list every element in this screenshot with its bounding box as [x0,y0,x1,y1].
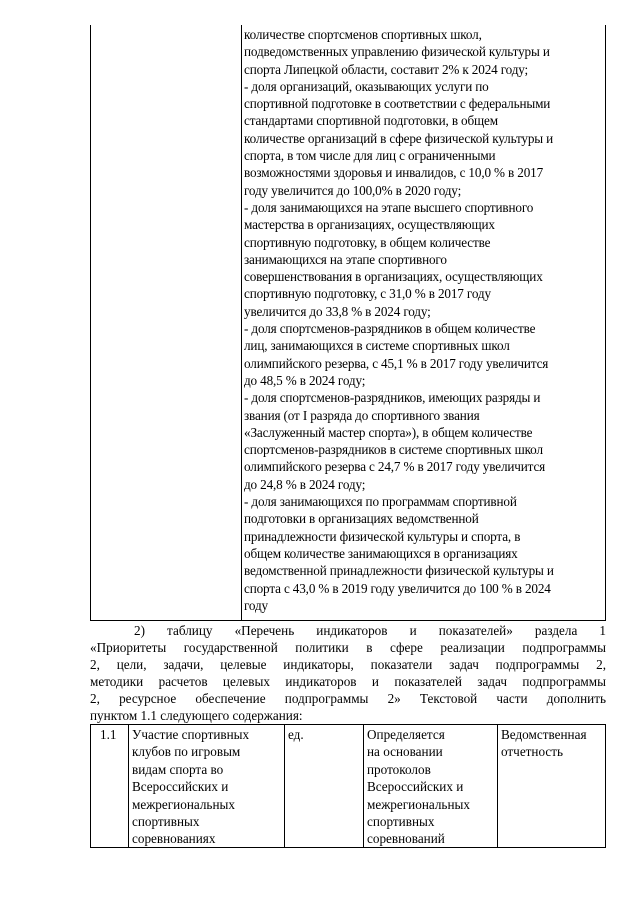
table-left-column [91,25,242,620]
text-line: возможностями здоровья и инвалидов, с 10,0 % в 2017 [244,165,544,181]
text-line: спортивную подготовку, в общем количестве [244,234,491,250]
indicator-name-line: Участие спортивных [132,727,250,742]
indicator-name-line: видам спорта во [132,761,224,777]
paragraph-line: 2, цели, задачи, целевые индикаторы, показатели задач подпрограммы 2, [90,657,606,672]
text-line: количестве организаций в сфере физической культуры и [244,130,554,146]
text-line: олимпийского резерва с 24,7 % в 2017 году увеличится [244,459,546,475]
indicator-name-line: межрегиональных [132,796,235,812]
indicator-name-line: Всероссийских и [132,779,229,795]
cell-unit [284,725,363,847]
method-line: соревнований [367,831,445,847]
cell-source [497,725,607,847]
text-line: занимающихся на этапе спортивного [244,251,447,267]
text-line: звания (от I разряда до спортивного звания [244,407,480,423]
text-line: - доля организаций, оказывающих услуги по [244,78,489,94]
text-line: общем количестве занимающихся в организациях [244,545,518,561]
method-line: межрегиональных [367,796,470,812]
paragraph-line: методики расчетов целевых индикаторов и показателей задач подпрограммы [90,674,606,689]
source-line: отчетность [501,744,564,760]
text-line: спорта с 43,0 % в 2019 году увеличится до 100 % в 2024 [244,580,551,596]
text-line: принадлежности физической культуры и спорта, в [244,528,521,544]
method-line: Всероссийских и [367,779,464,795]
row-number: 1.1 [100,727,117,742]
text-line: спорта, в том числе для лиц с ограниченными [244,148,496,164]
indicator-row-table [90,724,606,848]
text-line: ведомственной принадлежности физической культуры и [244,563,554,579]
paragraph-line: 2) таблицу «Перечень индикаторов и показателей» раздела 1 [134,623,606,638]
unit-text: ед. [288,727,304,742]
text-line: лиц, занимающихся в системе спортивных школ [244,338,510,354]
text-line: - доля занимающихся на этапе высшего спортивного [244,199,534,215]
indicator-name-line: клубов по игровым [132,744,241,760]
method-line: протоколов [367,761,431,777]
method-line: спортивных [367,814,435,830]
text-line: «Заслуженный мастер спорта»), в общем количестве [244,424,533,440]
text-line: спортивную подготовку, с 31,0 % в 2017 году [244,286,491,302]
text-line: спортивной подготовке в соответствии с федеральными [244,96,551,112]
text-line: до 48,5 % в 2024 году; [244,372,366,388]
cell-indicator-name [128,725,284,847]
text-line: увеличится до 33,8 % в 2024 году; [244,303,431,319]
cell-method [363,725,497,847]
indicators-table-continuation [90,25,606,621]
text-line: подготовки в организациях ведомственной [244,511,479,527]
text-line: количестве спортсменов спортивных школ, [244,27,482,42]
table-cell-text [244,26,606,614]
method-line: Определяется [367,727,445,742]
text-line: подведомственных управлению физической культуры и [244,44,550,60]
method-line: на основании [367,744,443,760]
text-line: совершенствования в организациях, осуществляющих [244,269,543,285]
text-line: - доля занимающихся по программам спортивной [244,494,517,510]
indicator-name-line: соревнованиях [132,831,216,847]
text-line: стандартами спортивной подготовки, в общем [244,113,498,129]
text-line: спорта Липецкой области, составит 2% к 2024 году; [244,61,529,77]
source-line: Ведомственная [501,727,587,742]
text-line: - доля спортсменов-разрядников в общем количестве [244,321,536,337]
text-line: году [244,597,268,613]
text-line: спортсменов-разрядников в системе спортивных школ [244,442,543,458]
text-line: олимпийского резерва, с 45,1 % в 2017 году увеличится [244,355,549,371]
paragraph-line: 2, ресурсное обеспечение подпрограммы 2» Текстовой части дополнить [90,691,606,706]
text-line: до 24,8 % в 2024 году; [244,476,366,492]
paragraph-line: «Приоритеты государственной политики в сфере реализации подпрограммы [90,640,606,655]
amendment-paragraph [90,622,606,724]
text-line: году увеличится до 100,0% в 2020 году; [244,182,462,198]
paragraph-line: пунктом 1.1 следующего содержания: [90,708,303,723]
text-line: мастерства в организациях, осуществляющих [244,217,495,233]
cell-number [91,725,128,847]
indicator-name-line: спортивных [132,814,200,830]
text-line: - доля спортсменов-разрядников, имеющих разряды и [244,390,541,406]
